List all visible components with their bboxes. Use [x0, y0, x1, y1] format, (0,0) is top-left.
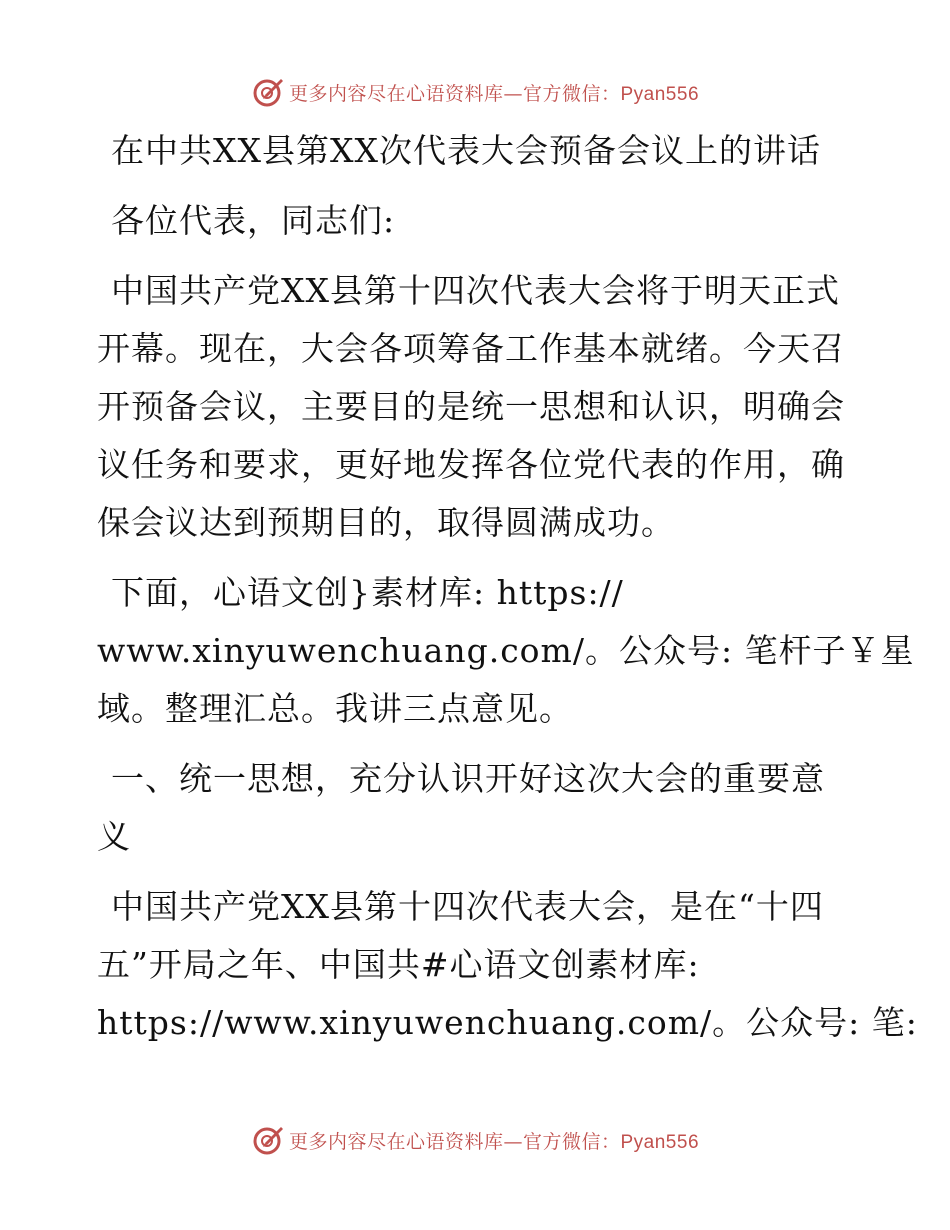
paragraph-line: www.xinyuwenchuang.com/。公众号: 笔杆子￥星	[97, 631, 915, 670]
paragraph-line: 开预备会议，主要目的是统一思想和认识，明确会	[97, 387, 845, 426]
paragraph-1	[97, 262, 857, 552]
paragraph-line: 五”开局之年、中国共#心语文创素材库:	[97, 945, 700, 984]
paragraph-line: 中国共产党XX县第十四次代表大会将于明天正式	[111, 271, 840, 310]
wechat-id: Pyan556	[620, 1131, 700, 1153]
watermark-text: 更多内容尽在心语资料库—官方微信：Pyan556	[288, 1130, 700, 1153]
paragraph-line: 中国共产党XX县第十四次代表大会，是在“十四	[111, 887, 824, 926]
heading-line: 一、统一思想，充分认识开好这次大会的重要意	[111, 759, 825, 798]
paragraph-line: 域。整理汇总。我讲三点意见。	[97, 689, 573, 728]
paragraph-line: 开幕。现在，大会各项筹备工作基本就绪。今天召	[97, 329, 845, 368]
section-heading-1	[97, 750, 857, 866]
salutation: 各位代表，同志们:	[111, 201, 396, 240]
pen-logo-icon	[251, 1123, 285, 1157]
paragraph-2	[97, 564, 915, 738]
document-body	[97, 122, 918, 1052]
paragraph-line: https://www.xinyuwenchuang.com/。公众号: 笔:	[97, 1003, 918, 1042]
watermark-banner-top	[0, 72, 950, 112]
document-title: 在中共XX县第XX次代表大会预备会议上的讲话	[111, 131, 821, 170]
heading-line: 义	[97, 817, 131, 856]
paragraph-line: 议任务和要求，更好地发挥各位党代表的作用，确	[97, 445, 845, 484]
pen-logo-icon	[251, 75, 285, 109]
watermark-text: 更多内容尽在心语资料库—官方微信：Pyan556	[288, 82, 700, 105]
watermark-banner-bottom	[0, 1120, 950, 1160]
wechat-id: Pyan556	[620, 83, 700, 105]
paragraph-line: 保会议达到预期目的，取得圆满成功。	[97, 503, 675, 542]
paragraph-3	[97, 878, 918, 1052]
paragraph-line: 下面，心语文创}素材库: https://	[111, 573, 624, 612]
